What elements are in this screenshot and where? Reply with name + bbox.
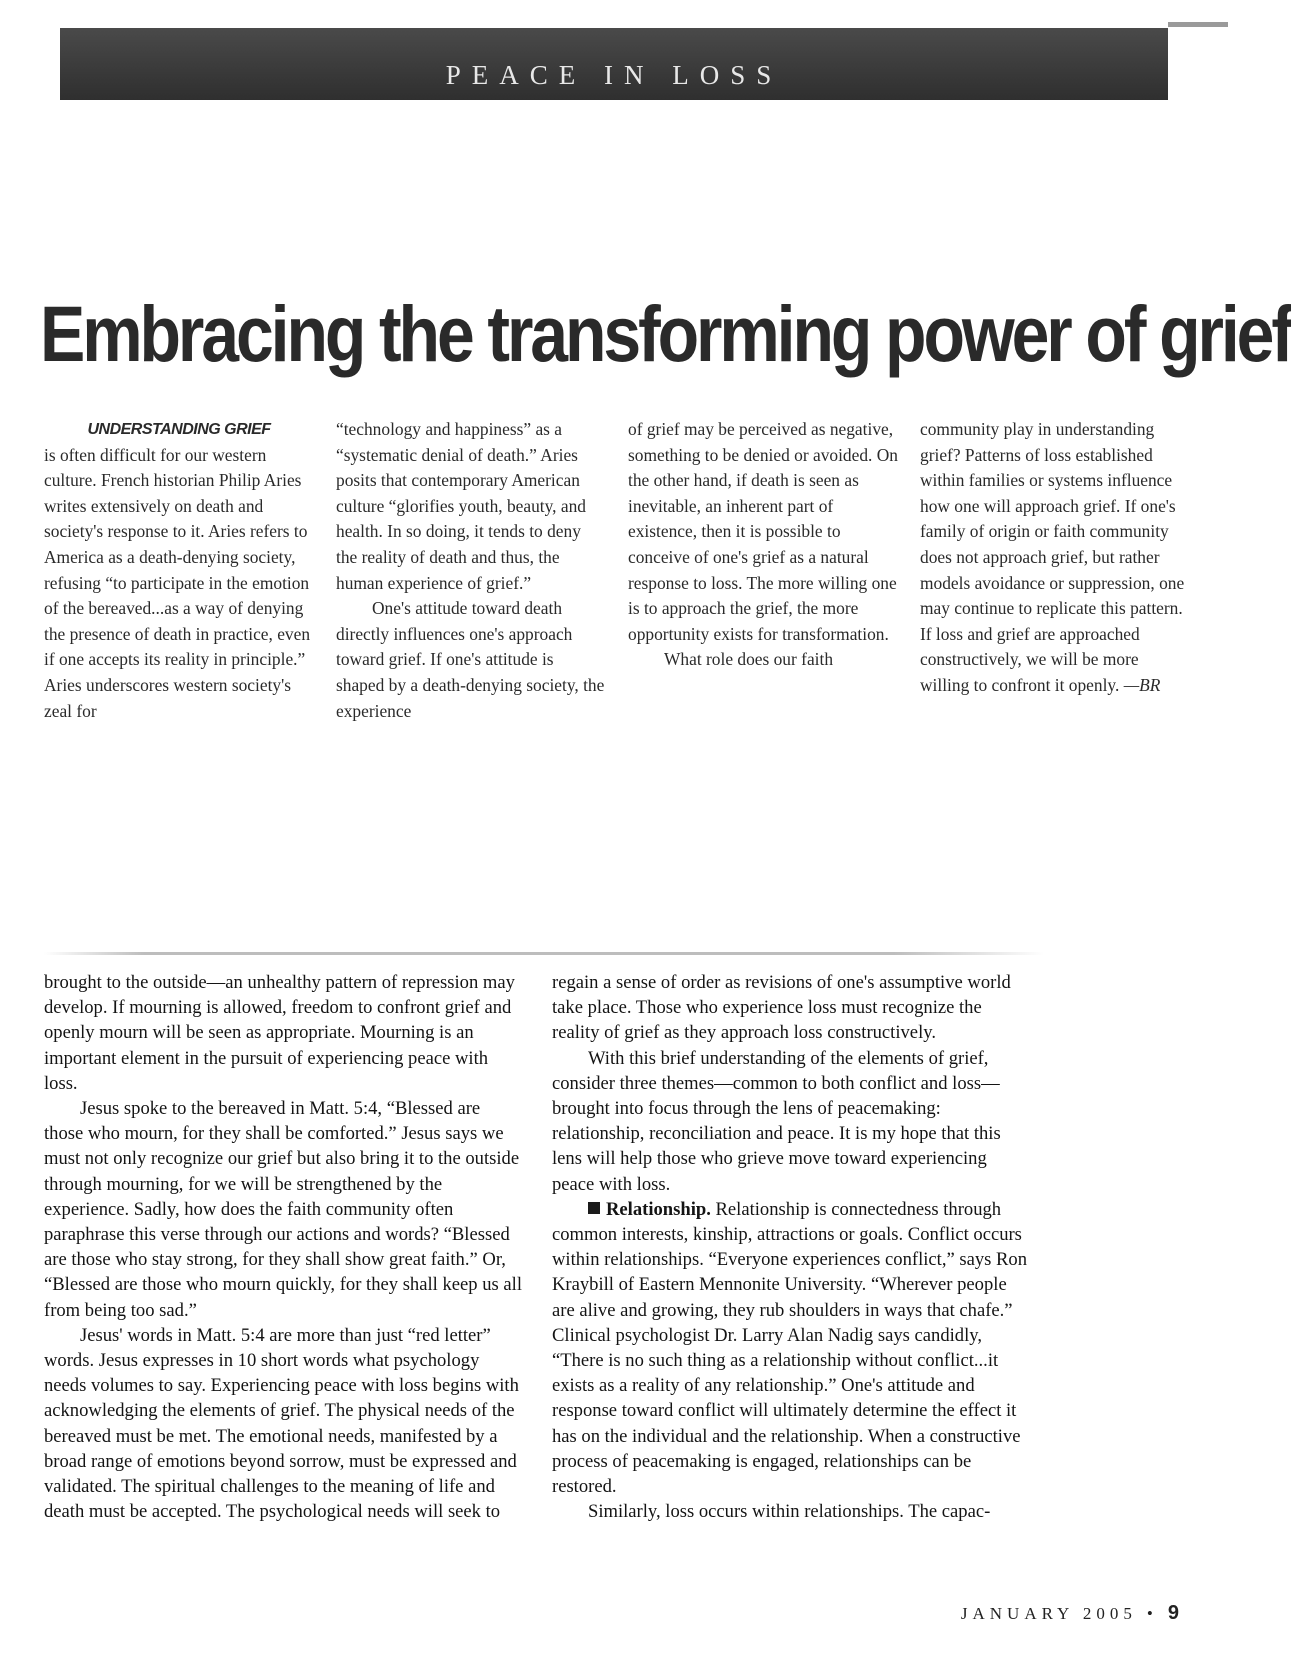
sidebar-paragraph: is often difficult for our western culture. French historian Philip Aries writes extensively on death and society's response to it. Aries refers to America as a death-denying society, refusing “to participate in the emotion of the bereaved...as a way of denying the presence of death in practice, even if one accepts its reality in principle.” Aries underscores western society's zeal for bbox=[44, 444, 311, 721]
sidebar-paragraph: “technology and happiness” as a “systematic denial of death.” Aries posits that contemporary American culture “glorifies youth, beauty, and health. In so doing, it tends to deny the reality of death and thus, the human experience of grief.” bbox=[336, 419, 586, 593]
body-column-right bbox=[552, 970, 1032, 1524]
sidebar-paragraph: What role does our faith bbox=[664, 649, 834, 670]
sidebar-column-4 bbox=[920, 417, 1190, 699]
sidebar-kicker: UNDERSTANDING GRIEF bbox=[87, 421, 271, 438]
section-divider bbox=[44, 952, 1044, 955]
section-banner bbox=[60, 28, 1168, 100]
body-paragraph: Jesus' words in Matt. 5:4 are more than just “red letter” words. Jesus expresses in 10 short words what psychology needs volumes to say. Experiencing peace with loss begins with acknowledging the elements of grief. The physical needs of the bereaved must be met. The emotional needs, manifested by a broad range of emotions beyond sorrow, must be expressed and validated. The spiritual challenges to the meaning of life and death must be accepted. The psychological needs will seek to bbox=[44, 1324, 519, 1523]
sidebar-column-2 bbox=[336, 417, 606, 724]
page-footer bbox=[961, 1602, 1179, 1625]
sidebar-paragraph: of grief may be perceived as negative, something to be denied or avoided. On the other hand, if death is seen as inevitable, an inherent part of existence, then it is possible to conceive of one's grief as a natural response to loss. The more willing one is to approach the grief, the more opportunity exists for transformation. bbox=[628, 419, 898, 644]
page-number: 9 bbox=[1167, 1602, 1179, 1624]
body-paragraph: regain a sense of order as revisions of one's assumptive world take place. Those who experience loss must recognize the reality of grief as they approach loss constructively. bbox=[552, 972, 1011, 1044]
sidebar-text: community play in understanding grief? Patterns of loss established within families or systems influence how one will approach grief. If one's family of origin or faith community does not approach grief, but rather models avoidance or suppression, one may continue to replicate this pattern. If loss and grief are approached constructively, we will be more willing to confront it openly. bbox=[920, 419, 1185, 695]
sidebar-column-3 bbox=[628, 417, 898, 673]
sidebar-paragraph bbox=[920, 417, 1190, 699]
author-signature: —BR bbox=[1123, 674, 1161, 695]
sidebar-column-1 bbox=[44, 417, 314, 724]
body-paragraph: Jesus spoke to the bereaved in Matt. 5:4, “Blessed are those who mourn, for they shall be comforted.” Jesus says we must not only recognize our grief but also bring it to the outside through mourning, for we will be strengthened by the experience. Sadly, how does the faith community often paraphrase this verse through our actions and words? “Blessed are those who stay strong, for they shall show great faith.” Or, “Blessed are those who mourn quickly, for they shall keep us all from being too sad.” bbox=[44, 1098, 522, 1321]
article-headline: Embracing the transforming power of grief bbox=[40, 289, 1291, 378]
body-paragraph: With this brief understanding of the elements of grief, consider three themes—common to both conflict and loss—brought into focus through the lens of peacemaking: relationship, reconciliation and peace. It is my hope that this lens will help those who grieve move toward experiencing peace with loss. bbox=[552, 1047, 1001, 1195]
body-paragraph bbox=[552, 1197, 1032, 1499]
body-paragraph: brought to the outside—an unhealthy pattern of repression may develop. If mourning is allowed, freedom to confront grief and openly mourn will be seen as appropriate. Mourning is an important element in the pursuit of experiencing peace with loss. bbox=[44, 972, 515, 1094]
body-column-left bbox=[44, 970, 524, 1524]
bullet-separator-icon: • bbox=[1146, 1604, 1158, 1623]
section-title: PEACE IN LOSS bbox=[445, 60, 783, 90]
subhead-relationship: Relationship. bbox=[606, 1198, 711, 1220]
sidebar-paragraph: One's attitude toward death directly influences one's approach toward grief. If one's attitude is shaped by a death-denying society, the experience bbox=[336, 598, 605, 721]
body-paragraph: Similarly, loss occurs within relationships. The capac- bbox=[588, 1501, 991, 1523]
issue-date: JANUARY 2005 bbox=[960, 1604, 1137, 1623]
square-bullet-icon bbox=[588, 1202, 600, 1214]
banner-edge-strip bbox=[1168, 22, 1228, 27]
body-text: Relationship is connectedness through common interests, kinship, attractions or goals. Conflict occurs within relationships. “Everyone experiences conflict,” says Ron Kraybill of Eastern Mennonite University. “Wherever people are alive and growing, they rub shoulders in ways that chafe.” Clinical psychologist Dr. Larry Alan Nadig says candidly, “There is no such thing as a relationship without conflict...it exists as a reality of any relationship.” One's attitude and response toward conflict will ultimately determine the effect it has on the individual and the relationship. When a constructive process of peacemaking is engaged, relationships can be restored. bbox=[552, 1198, 1028, 1498]
